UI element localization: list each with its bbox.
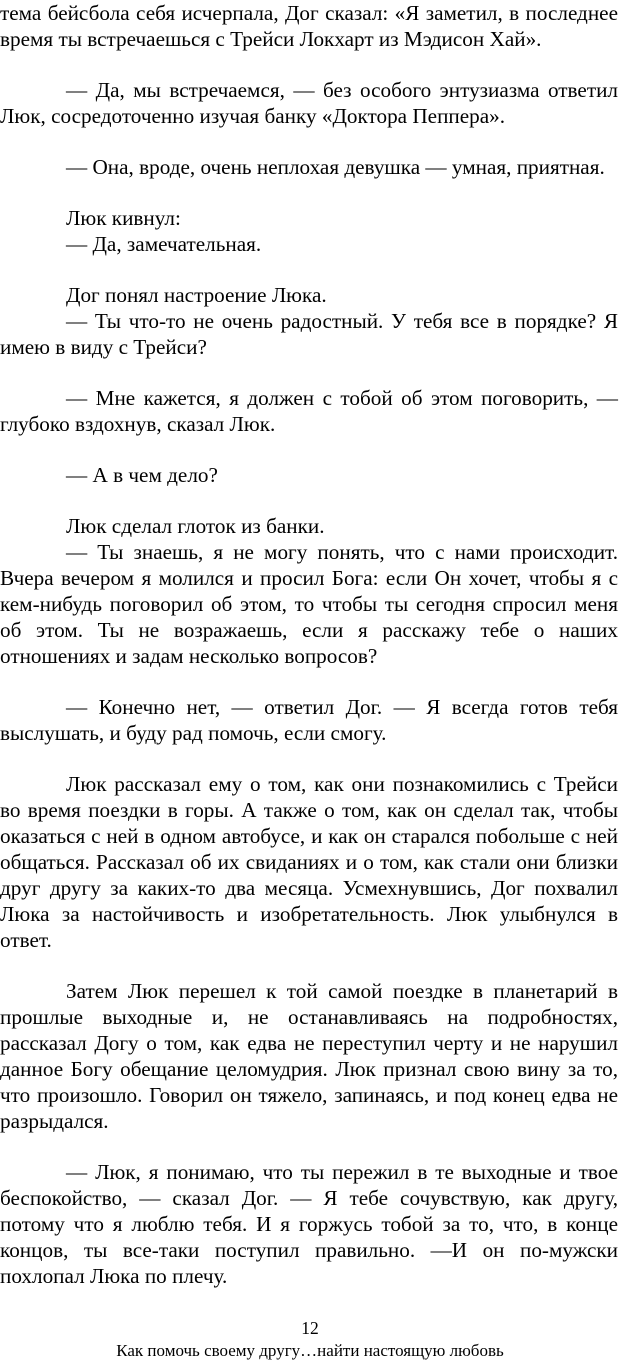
paragraph: Затем Люк перешел к той самой поездке в планетарий в прошлые выходные и, не останавливаясь на подробностях, рассказал Догу о том, как едва не переступил черту и не нарушил данное Богу обещание целомудрия. Люк признал свою вину за то, что произошло. Говорил он тяжело, запинаясь, и под конец едва не разрыдался. <box>0 979 618 1133</box>
paragraph: — Да, замечательная. <box>66 232 262 256</box>
paragraph: — Да, мы встречаемся, — без особого энтузиазма ответил Люк, сосредоточенно изучая банку «Доктора Пеппера». <box>0 78 618 128</box>
paragraph: Люк кивнул: <box>66 206 181 230</box>
paragraph: Люк рассказал ему о том, как они познакомились с Трейси во время поездки в горы. А также о том, как он сделал так, чтобы оказаться с ней в одном автобусе, и как он старался побольше с ней общаться. Рассказал об их свиданиях и о том, как стали они близки друг другу за каких-то два месяца. Усмехнувшись, Дог похвалил Люка за настойчивость и изобретательность. Люк улыбнулся в ответ. <box>0 772 618 952</box>
running-footer-title: Как помочь своему другу…найти настоящую любовь <box>116 1341 504 1360</box>
paragraph: — Ты что-то не очень радостный. У тебя все в порядке? Я имею в виду с Трейси? <box>0 309 618 359</box>
paragraph-continuation: тема бейсбола себя исчерпала, Дог сказал: «Я заметил, в последнее время ты встречаешься с Трейси Локхарт из Мэдисон Хай». <box>0 1 618 51</box>
paragraph: — Она, вроде, очень неплохая девушка — умная, приятная. <box>66 155 605 179</box>
paragraph: — Люк, я понимаю, что ты пережил в те выходные и твое беспокойство, — сказал Дог. — Я тебе сочувствую, как другу, потому что я люблю тебя. И я горжусь тобой за то, что, в конце концов, ты все-таки поступил правильно. —И он по-мужски похлопал Люка по плечу. <box>0 1160 618 1288</box>
paragraph: — Конечно нет, — ответил Дог. — Я всегда готов тебя выслушать, и буду рад помочь, если смогу. <box>0 695 618 745</box>
paragraph: — Мне кажется, я должен с тобой об этом поговорить, — глубоко вздохнув, сказал Люк. <box>0 386 618 436</box>
paragraph: — А в чем дело? <box>66 463 218 487</box>
paragraph: — Ты знаешь, я не могу понять, что с нами происходит. Вчера вечером я молился и просил Бога: если Он хочет, чтобы я с кем-нибудь поговорил об этом, то чтобы ты сегодня спросил меня об этом. Ты не возражаешь, если я расскажу тебе о наших отношениях и задам несколько вопросов? <box>0 540 618 668</box>
paragraph: Дог понял настроение Люка. <box>66 283 327 307</box>
paragraph: Люк сделал глоток из банки. <box>66 514 325 538</box>
page-number: 12 <box>301 1318 319 1338</box>
